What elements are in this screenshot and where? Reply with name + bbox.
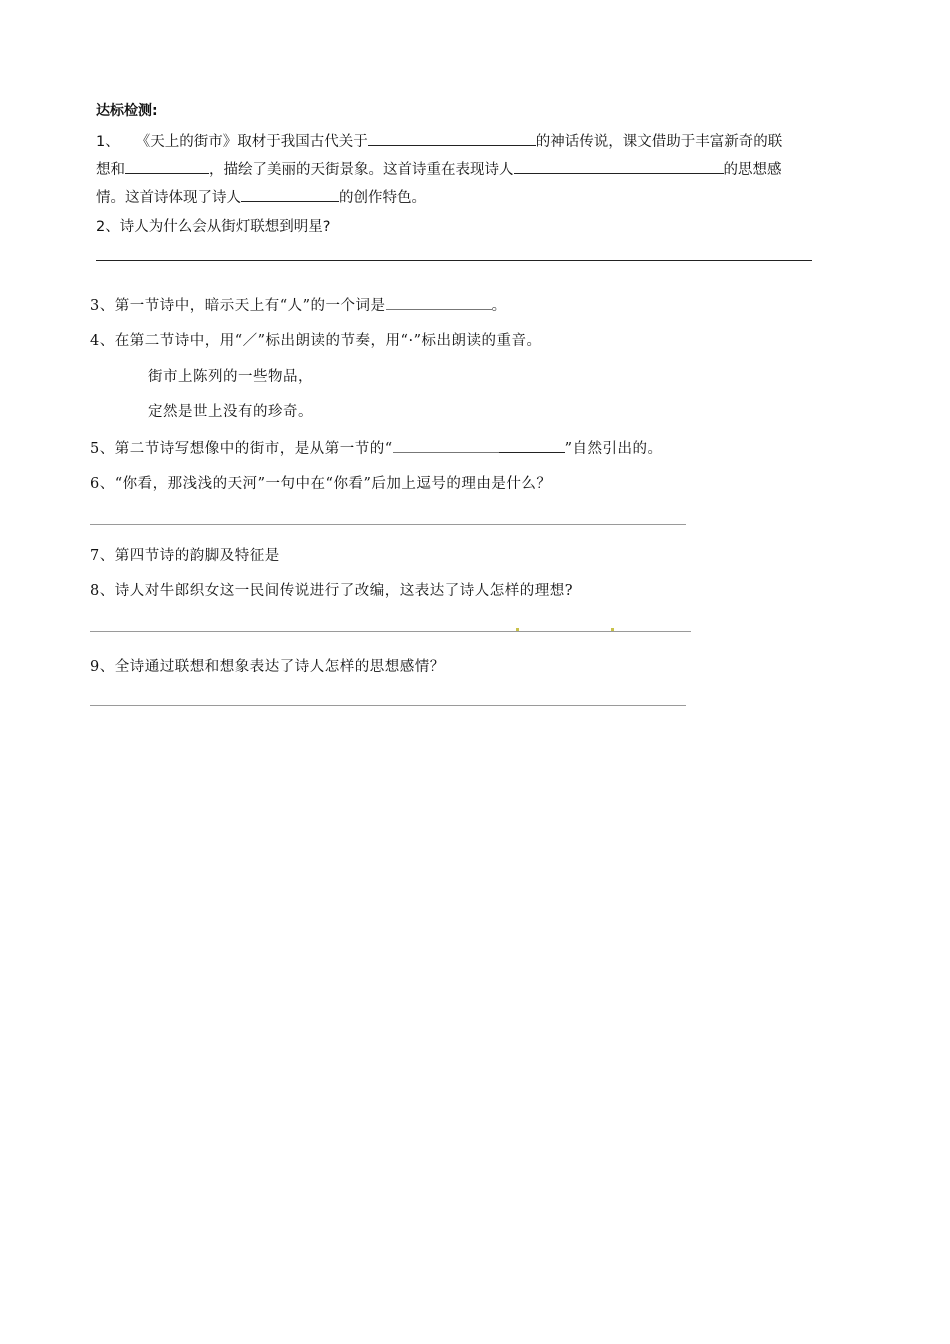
question-1-text-c: 想和 xyxy=(96,162,125,178)
poem-line-1: 街市上陈列的一些物品， xyxy=(148,369,313,385)
question-1-blank-3[interactable] xyxy=(514,159,724,174)
question-1-text-e: 的思想感 xyxy=(723,162,782,178)
question-1-text-d: ，描绘了美丽的天街景象。这首诗重在表现诗人 xyxy=(209,162,514,178)
question-1-blank-4[interactable] xyxy=(241,187,339,202)
question-5-end: ”自然引出的。 xyxy=(564,441,663,457)
question-2-number: 2、 xyxy=(96,219,120,235)
question-2-answer-line[interactable] xyxy=(96,260,812,261)
question-3-text: 3、第一节诗中，暗示天上有“人”的一个词是 xyxy=(90,298,386,314)
question-1-line-2 xyxy=(96,159,782,180)
question-2-text: 诗人为什么会从街灯联想到明星? xyxy=(119,219,331,235)
question-1-blank-1[interactable] xyxy=(368,131,536,146)
question-3-blank[interactable] xyxy=(386,295,492,310)
question-1-blank-2[interactable] xyxy=(125,159,209,174)
question-1-number: 1、 xyxy=(96,134,120,150)
question-5-blank-a[interactable] xyxy=(393,438,499,453)
question-2 xyxy=(96,217,330,237)
question-3-end: 。 xyxy=(491,298,507,314)
question-6-answer-line[interactable] xyxy=(90,524,686,525)
question-5-blank-b[interactable] xyxy=(499,438,565,453)
question-5 xyxy=(90,438,663,459)
question-9-answer-line[interactable] xyxy=(90,705,686,706)
question-1-text-f: 情。这首诗体现了诗人 xyxy=(96,190,241,206)
question-8: 8、诗人对牛郎织女这一民间传说进行了改编，这表达了诗人怎样的理想? xyxy=(90,583,573,599)
poem-line-2: 定然是世上没有的珍奇。 xyxy=(148,404,313,420)
question-1-text-b: 的神话传说，课文借助于丰富新奇的联 xyxy=(535,134,783,150)
question-8-answer-line[interactable] xyxy=(90,631,691,632)
mark-dot-1 xyxy=(516,628,519,631)
mark-dot-2 xyxy=(611,628,614,631)
question-9: 9、全诗通过联想和想象表达了诗人怎样的思想感情？ xyxy=(90,659,445,675)
question-7: 7、第四节诗的韵脚及特征是 xyxy=(90,548,280,564)
question-6: 6、“你看，那浅浅的天河”一句中在“你看”后加上逗号的理由是什么？ xyxy=(90,476,552,492)
question-1-text-g: 的创作特色。 xyxy=(339,190,426,206)
question-1-text-a: 《天上的街市》取材于我国古代关于 xyxy=(135,134,368,150)
question-3 xyxy=(90,295,507,316)
section-heading: 达标检测: xyxy=(96,103,158,119)
question-1-line-1 xyxy=(96,131,782,152)
question-5-text: 5、第二节诗写想像中的街市，是从第一节的“ xyxy=(90,441,393,457)
question-1-line-3 xyxy=(96,187,426,208)
question-4: 4、在第二节诗中，用“／”标出朗读的节奏，用“·”标出朗读的重音。 xyxy=(90,333,542,349)
